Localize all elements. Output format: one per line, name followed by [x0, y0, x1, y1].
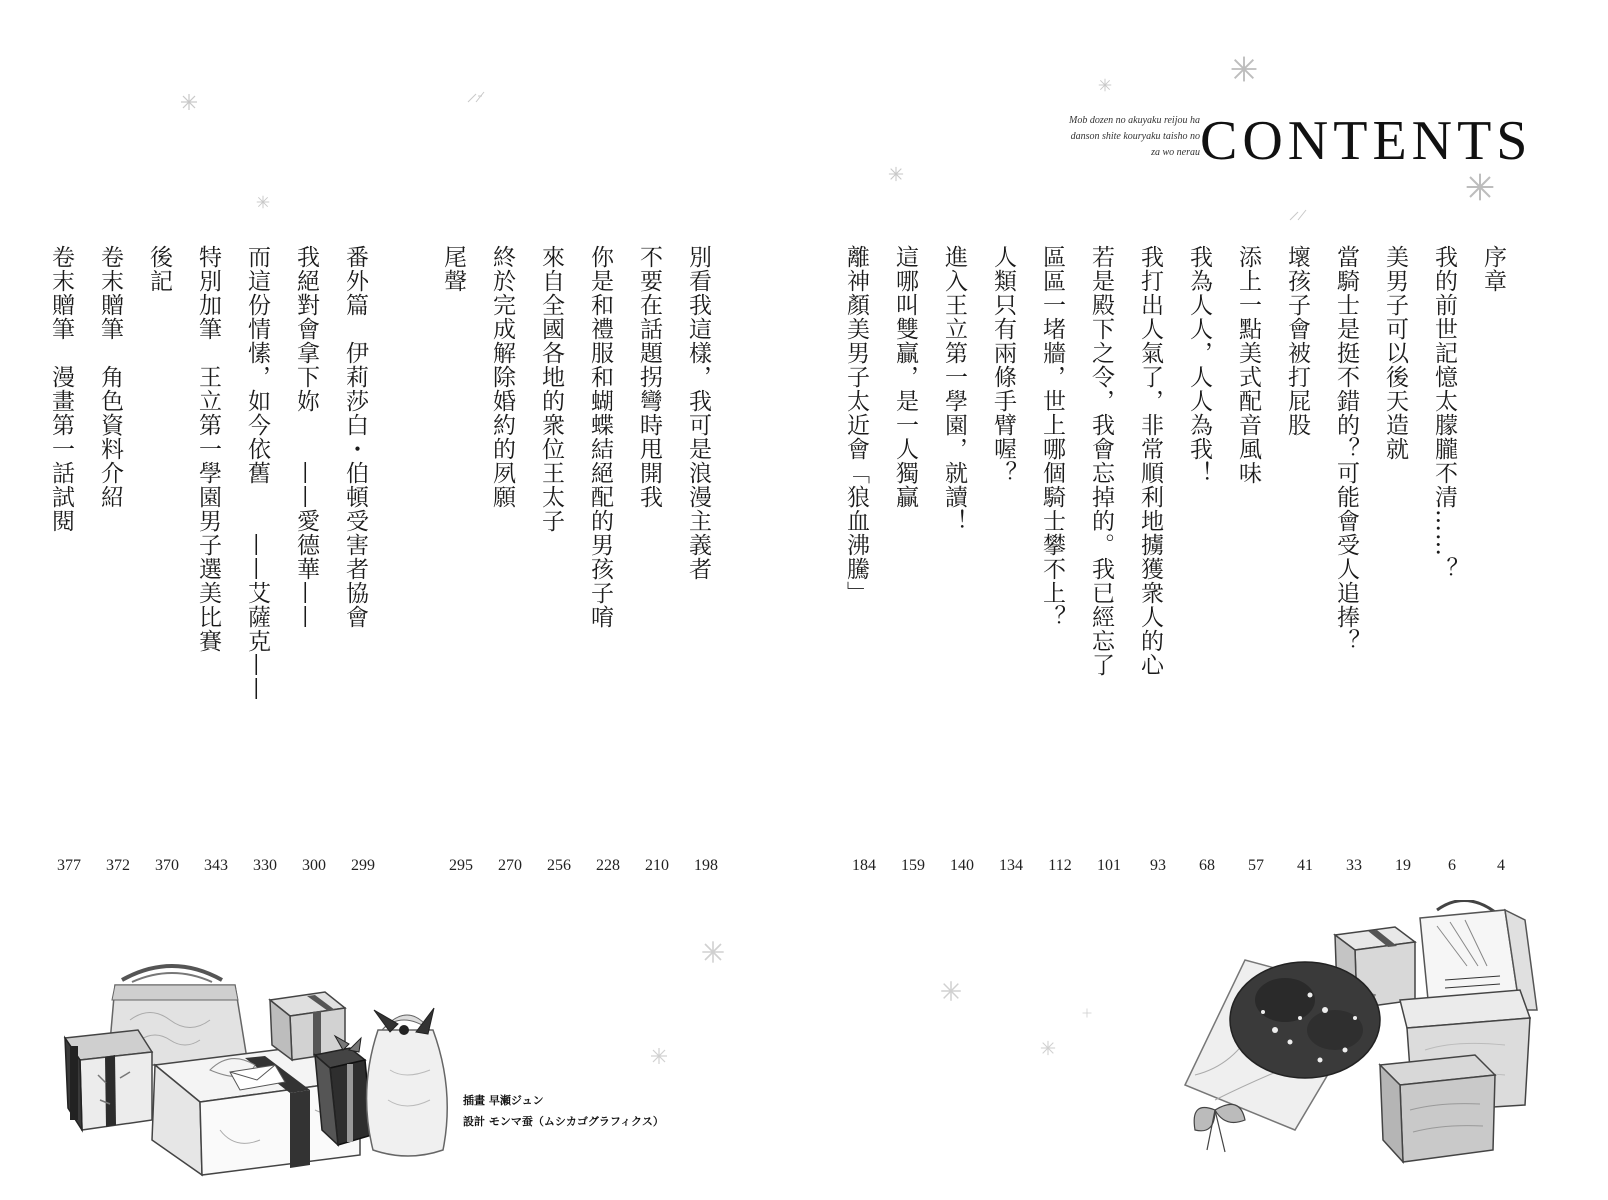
toc-entry[interactable] — [585, 245, 629, 874]
toc-entry-title: 你是和禮服和蝴蝶結絕配的男孩子唷 — [587, 245, 613, 629]
toc-entry-title: 離神顏美男子太近會「狼血沸騰」 — [843, 245, 869, 605]
toc-entry[interactable] — [193, 245, 237, 874]
toc-entry-page: 377 — [57, 857, 81, 874]
toc-entry-title: 序章 — [1480, 245, 1506, 293]
toc-entry[interactable] — [1429, 245, 1473, 874]
toc-entry[interactable] — [144, 245, 188, 874]
toc-entry-page: 33 — [1346, 857, 1362, 874]
toc-entry-title: 後記 — [146, 245, 172, 293]
toc-entry-title: 我為人人，人人為我！ — [1186, 245, 1212, 485]
toc-entry[interactable] — [340, 245, 384, 874]
toc-entry-title: 這哪叫雙贏，是一人獨贏 — [892, 245, 918, 509]
toc-entry-title: 卷末贈筆 角色資料介紹 — [97, 245, 123, 509]
gift-boxes-illustration — [60, 960, 470, 1180]
toc-entry-page: 370 — [155, 857, 179, 874]
snowflake-sparkle-icon — [256, 195, 270, 209]
toc-entry-title: 若是殿下之令，我會忘掉的。我已經忘了 — [1088, 245, 1114, 677]
toc-entry-title: 添上一點美式配音風味 — [1235, 245, 1261, 485]
toc-entry-title: 進入王立第一學園，就讀！ — [941, 245, 967, 533]
toc-entry[interactable] — [939, 245, 983, 874]
subtitle-line: danson shite kouryaku taisho no — [1070, 131, 1200, 142]
snowflake-sparkle-icon — [1082, 1008, 1092, 1018]
toc-entry[interactable] — [1135, 245, 1179, 874]
snowflake-sparkle-icon — [701, 940, 725, 964]
toc-entry-title: 番外篇 伊莉莎白・伯頓受害者協會 — [342, 245, 368, 629]
toc-entry-page: 299 — [351, 857, 375, 874]
snowflake-sparkle-icon — [466, 90, 486, 104]
toc-entry[interactable] — [46, 245, 90, 874]
toc-entry[interactable] — [683, 245, 727, 874]
snowflake-sparkle-icon — [1040, 1040, 1056, 1056]
toc-entry-page: 159 — [901, 857, 925, 874]
toc-entry-page: 41 — [1297, 857, 1313, 874]
designer-credit: 設計 モンマ蚕（ムシカゴグラフィクス） — [463, 1115, 664, 1128]
toc-entry-page: 295 — [449, 857, 473, 874]
toc-entry[interactable] — [1233, 245, 1277, 874]
toc-entry-title: 不要在話題拐彎時甩開我 — [636, 245, 662, 509]
toc-entry-title: 人類只有兩條手臂喔？ — [990, 245, 1016, 485]
toc-entry[interactable] — [988, 245, 1032, 874]
toc-entry-title: 我打出人氣了，非常順利地擄獲衆人的心 — [1137, 245, 1163, 677]
toc-entry-page: 101 — [1097, 857, 1121, 874]
toc-entry[interactable] — [1086, 245, 1130, 874]
toc-entry[interactable] — [1331, 245, 1375, 874]
toc-entry-title: 我的前世記憶太朦朧不清……？ — [1431, 245, 1457, 581]
snowflake-sparkle-icon — [1098, 78, 1112, 92]
subtitle-line: za wo nerau — [1151, 147, 1200, 158]
snowflake-sparkle-icon — [940, 980, 962, 1002]
toc-entry-title: 來自全國各地的衆位王太子 — [538, 245, 564, 533]
toc-entry-page: 300 — [302, 857, 326, 874]
subtitle-line: Mob dozen no akuyaku reijou ha — [1069, 115, 1200, 126]
toc-entry-page: 19 — [1395, 857, 1411, 874]
toc-entry-page: 57 — [1248, 857, 1264, 874]
toc-entry[interactable] — [242, 245, 286, 874]
toc-entry-page: 140 — [950, 857, 974, 874]
toc-entry[interactable] — [1184, 245, 1228, 874]
snowflake-sparkle-icon — [1465, 172, 1495, 202]
toc-entry[interactable] — [438, 245, 482, 874]
toc-entry-page: 112 — [1048, 857, 1072, 874]
toc-entry-title: 尾聲 — [440, 245, 466, 293]
snowflake-sparkle-icon — [888, 166, 904, 182]
series-romanized-title — [1010, 113, 1200, 161]
toc-entry-page: 134 — [999, 857, 1023, 874]
toc-entry-title: 卷末贈筆 漫畫第一話試閱 — [48, 245, 74, 533]
snowflake-sparkle-icon — [180, 93, 198, 111]
toc-entry-page: 184 — [852, 857, 876, 874]
toc-entry-page: 270 — [498, 857, 522, 874]
toc-entry[interactable] — [1478, 245, 1522, 874]
toc-entry[interactable] — [634, 245, 678, 874]
snowflake-sparkle-icon — [1285, 208, 1311, 222]
toc-entry-page: 228 — [596, 857, 620, 874]
toc-entry-page: 198 — [694, 857, 718, 874]
toc-entry-page: 68 — [1199, 857, 1215, 874]
toc-entry[interactable] — [536, 245, 580, 874]
toc-entry-page: 6 — [1448, 857, 1456, 874]
toc-entry-page: 210 — [645, 857, 669, 874]
illustrator-credit: 插畫 早瀬ジュン — [463, 1094, 544, 1107]
toc-entry-page: 330 — [253, 857, 277, 874]
toc-entry[interactable] — [1037, 245, 1081, 874]
toc-entry[interactable] — [1380, 245, 1424, 874]
credits — [463, 1090, 664, 1132]
toc-entry-title: 壞孩子會被打屁股 — [1284, 245, 1310, 437]
flower-bouquet-illustration — [1175, 900, 1575, 1180]
toc-entry[interactable] — [890, 245, 934, 874]
toc-entry-page: 343 — [204, 857, 228, 874]
toc-entry-title: 終於完成解除婚約的夙願 — [489, 245, 515, 509]
toc-entry-title: 區區一堵牆，世上哪個騎士攀不上？ — [1039, 245, 1065, 629]
toc-entry-title: 當騎士是挺不錯的？可能會受人追捧？ — [1333, 245, 1359, 653]
toc-entry-title: 特別加筆 王立第一學園男子選美比賽 — [195, 245, 221, 653]
toc-entry-page: 93 — [1150, 857, 1166, 874]
toc-entry[interactable] — [841, 245, 885, 874]
toc-entry-page: 372 — [106, 857, 130, 874]
snowflake-sparkle-icon — [650, 1047, 668, 1065]
toc-entry[interactable] — [1282, 245, 1326, 874]
toc-entry[interactable] — [487, 245, 531, 874]
toc-entry-page: 256 — [547, 857, 571, 874]
toc-entry[interactable] — [291, 245, 335, 874]
snowflake-sparkle-icon — [1230, 55, 1258, 83]
toc-entry-page: 4 — [1497, 857, 1505, 874]
toc-entry-title: 別看我這樣，我可是浪漫主義者 — [685, 245, 711, 581]
contents-heading: CONTENTS — [1200, 110, 1533, 172]
toc-entry-title: 我絕對會拿下妳 ——愛德華—— — [293, 245, 319, 629]
toc-entry-title: 美男子可以後天造就 — [1382, 245, 1408, 461]
toc-entry[interactable] — [95, 245, 139, 874]
toc-entry-title: 而這份情愫，如今依舊 ——艾薩克—— — [244, 245, 270, 701]
